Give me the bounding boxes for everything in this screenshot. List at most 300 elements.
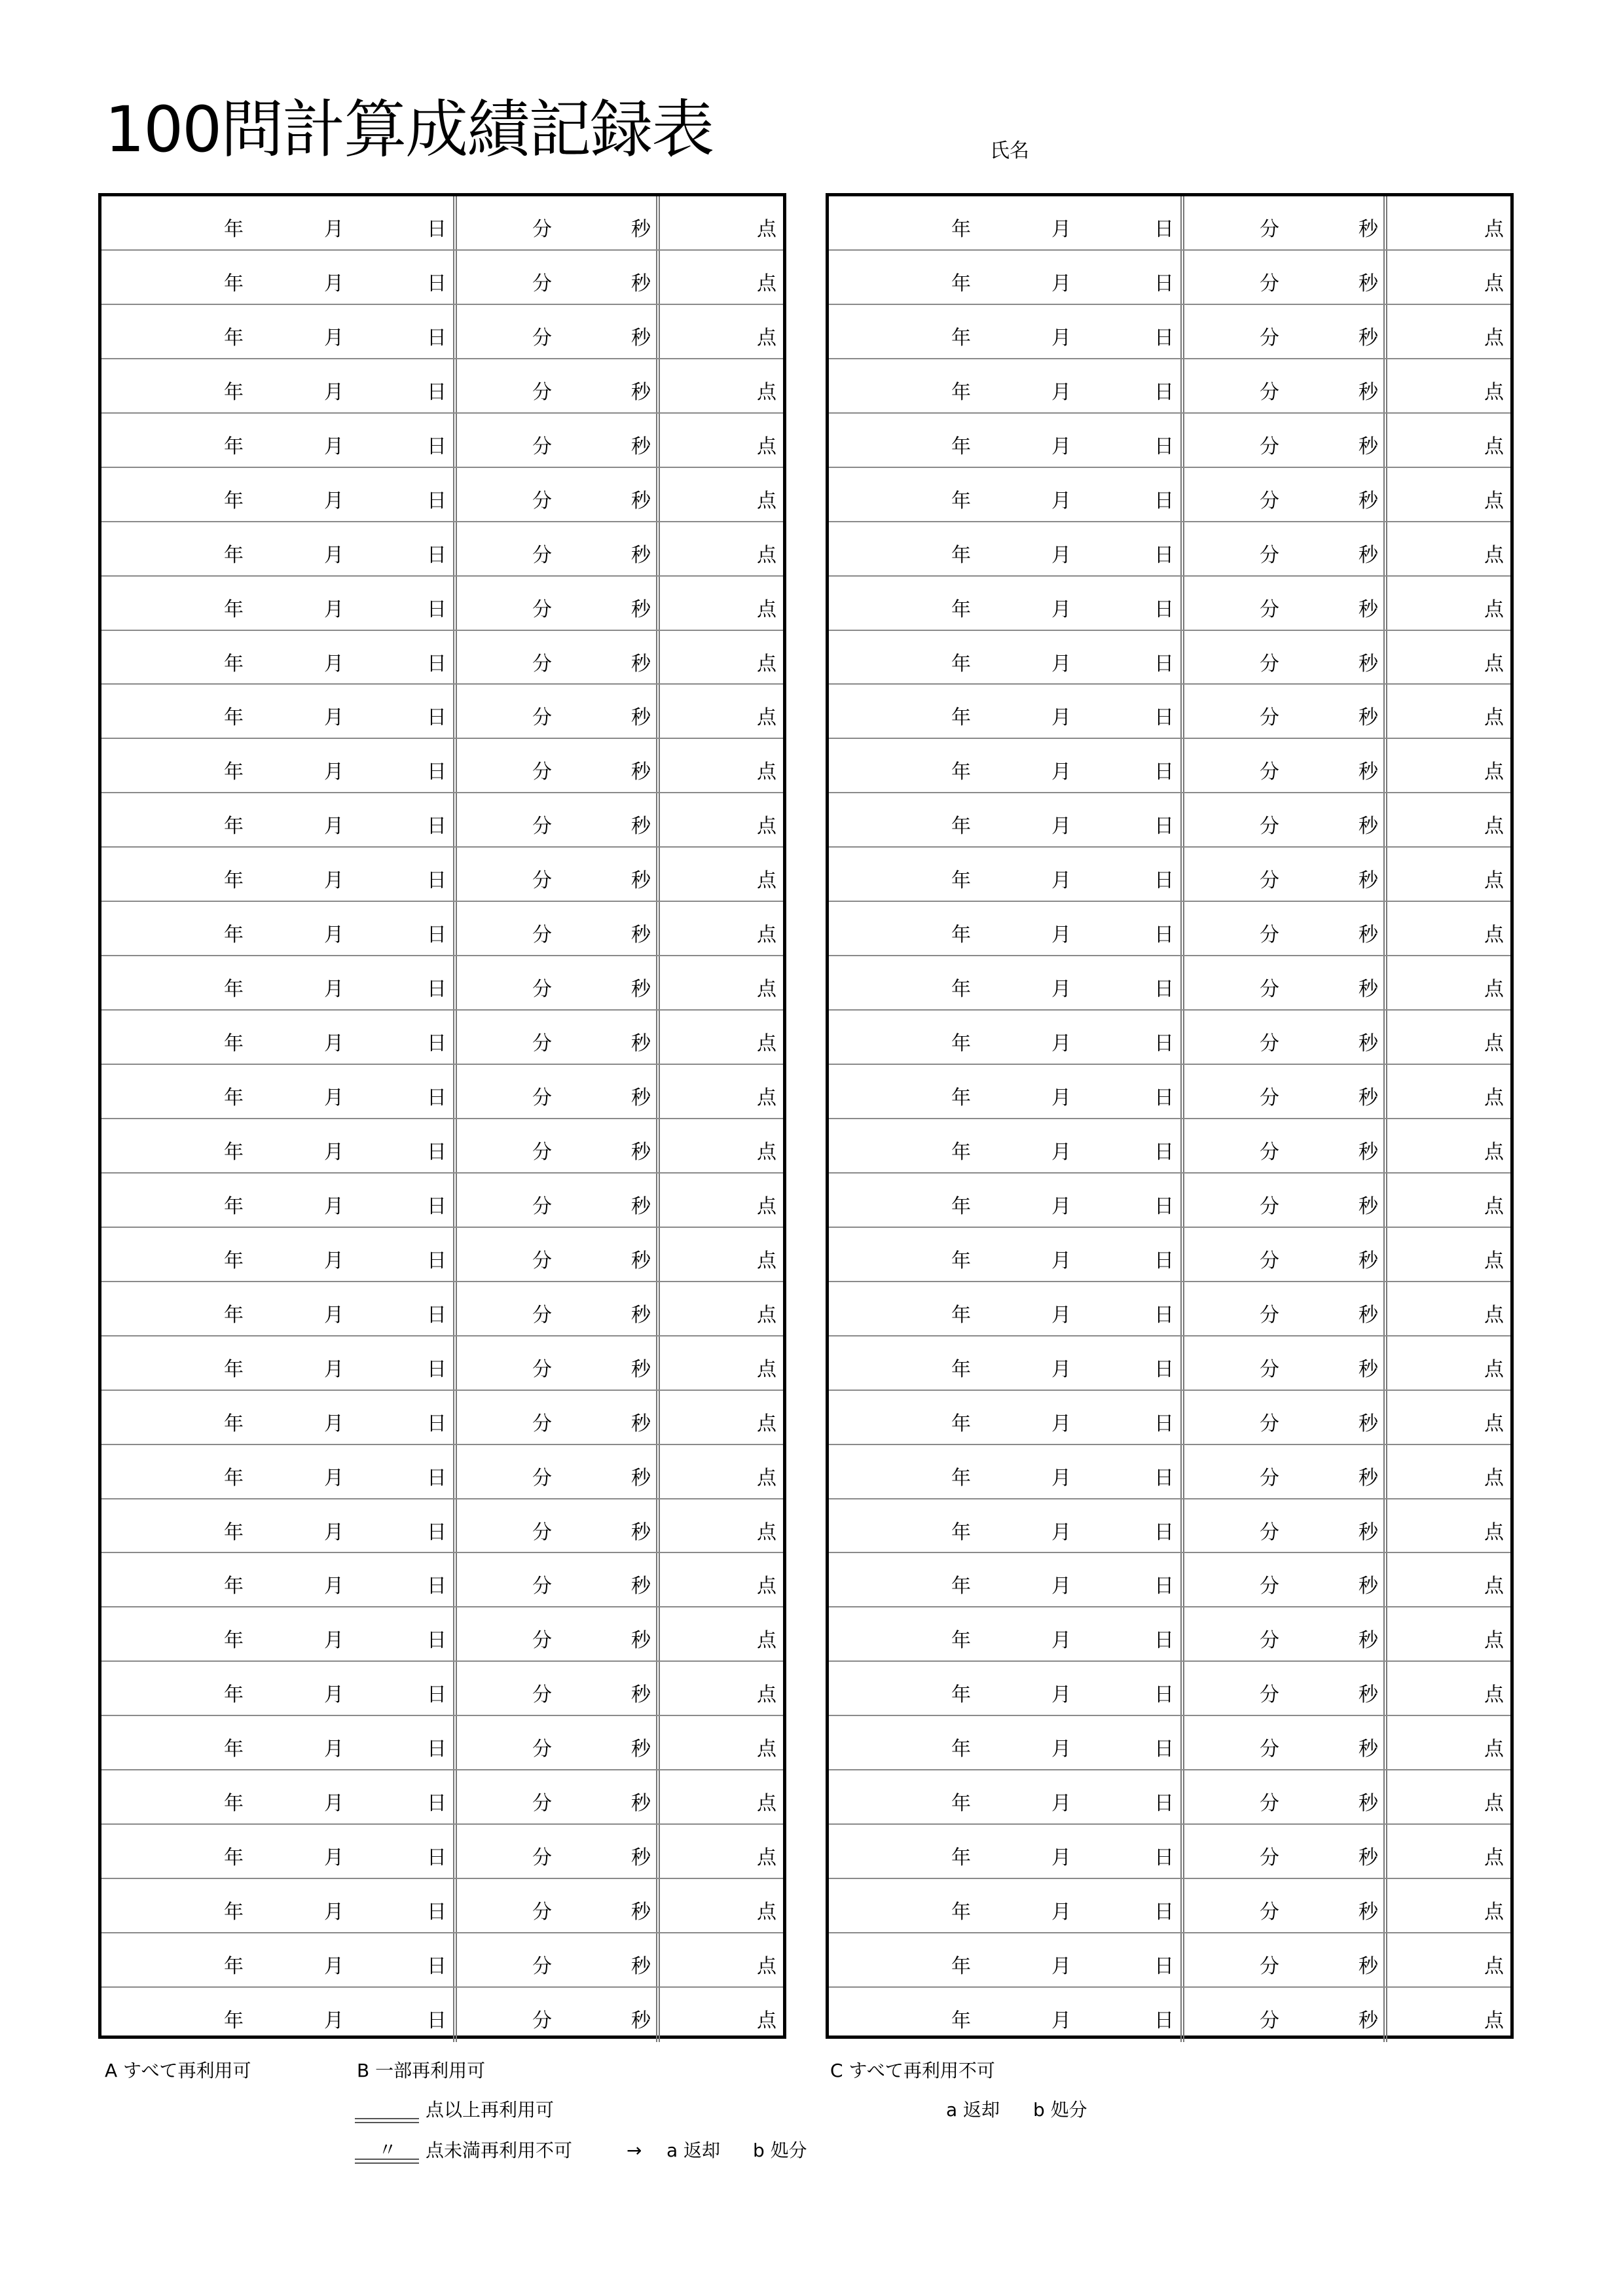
time-cell[interactable] <box>457 1770 660 1823</box>
score-cell[interactable] <box>660 1770 783 1823</box>
seconds-label: 秒 <box>631 1955 651 1978</box>
score-cell[interactable] <box>1387 902 1510 955</box>
date-cell[interactable] <box>101 848 457 901</box>
seconds-label: 秒 <box>631 706 651 730</box>
score-cell[interactable] <box>660 1499 783 1552</box>
score-cell[interactable] <box>660 1879 783 1932</box>
time-cell[interactable] <box>457 414 660 467</box>
time-cell[interactable] <box>1184 1553 1387 1606</box>
time-cell[interactable] <box>457 685 660 738</box>
date-cell[interactable] <box>829 1988 1184 2042</box>
time-cell[interactable] <box>457 902 660 955</box>
date-cell[interactable] <box>829 848 1184 901</box>
record-row <box>829 522 1510 577</box>
seconds-label: 秒 <box>1359 218 1378 241</box>
month-label: 月 <box>1051 1683 1071 1707</box>
time-cell[interactable] <box>1184 1988 1387 2042</box>
date-cell[interactable] <box>101 1607 457 1660</box>
time-cell[interactable] <box>1184 1607 1387 1660</box>
score-cell[interactable] <box>660 1228 783 1281</box>
seconds-label: 秒 <box>631 652 651 675</box>
points-label: 点 <box>1484 869 1504 893</box>
year-label: 年 <box>951 1738 971 1761</box>
month-label: 月 <box>324 598 344 621</box>
date-cell[interactable] <box>829 1228 1184 1281</box>
time-cell[interactable] <box>1184 1499 1387 1552</box>
legend-option-c: C すべて再利用不可 <box>830 2060 995 2081</box>
minutes-label: 分 <box>1260 1140 1279 1164</box>
date-cell[interactable] <box>101 1553 457 1606</box>
time-cell[interactable] <box>457 1988 660 2042</box>
minutes-label: 分 <box>1260 489 1279 512</box>
time-cell[interactable] <box>457 1011 660 1064</box>
score-cell[interactable] <box>1387 739 1510 792</box>
date-cell[interactable] <box>829 631 1184 684</box>
time-cell[interactable] <box>1184 577 1387 630</box>
score-cell[interactable] <box>660 1011 783 1064</box>
year-label: 年 <box>951 1466 971 1490</box>
score-cell[interactable] <box>1387 1174 1510 1227</box>
date-cell[interactable] <box>101 793 457 846</box>
date-cell[interactable] <box>101 1662 457 1715</box>
score-cell[interactable] <box>1387 1011 1510 1064</box>
score-cell[interactable] <box>660 414 783 467</box>
date-cell[interactable] <box>101 1770 457 1823</box>
minutes-label: 分 <box>532 761 552 784</box>
time-cell[interactable] <box>1184 1336 1387 1390</box>
score-cell[interactable] <box>660 1607 783 1660</box>
day-label: 日 <box>427 1357 447 1381</box>
score-cell[interactable] <box>1387 793 1510 846</box>
year-label: 年 <box>224 1032 244 1056</box>
minutes-label: 分 <box>532 1575 552 1598</box>
date-cell[interactable] <box>101 359 457 412</box>
score-cell[interactable] <box>660 1445 783 1498</box>
date-cell[interactable] <box>829 577 1184 630</box>
date-cell[interactable] <box>829 1445 1184 1498</box>
time-cell[interactable] <box>1184 1282 1387 1335</box>
time-cell[interactable] <box>457 793 660 846</box>
score-cell[interactable] <box>660 631 783 684</box>
score-cell[interactable] <box>1387 305 1510 358</box>
time-cell[interactable] <box>457 631 660 684</box>
time-cell[interactable] <box>457 1933 660 1986</box>
date-cell[interactable] <box>829 305 1184 358</box>
year-label: 年 <box>951 924 971 947</box>
year-label: 年 <box>224 1629 244 1653</box>
points-label: 点 <box>1484 1140 1504 1164</box>
time-cell[interactable] <box>1184 468 1387 521</box>
date-cell[interactable] <box>829 956 1184 1009</box>
record-row <box>101 1716 783 1770</box>
minutes-label: 分 <box>532 1846 552 1870</box>
date-cell[interactable] <box>829 685 1184 738</box>
record-row <box>101 902 783 956</box>
date-cell[interactable] <box>829 359 1184 412</box>
score-cell[interactable] <box>1387 1391 1510 1444</box>
score-cell[interactable] <box>1387 1988 1510 2042</box>
time-cell[interactable] <box>457 305 660 358</box>
seconds-label: 秒 <box>631 924 651 947</box>
time-cell[interactable] <box>1184 414 1387 467</box>
month-label: 月 <box>1051 761 1071 784</box>
date-cell[interactable] <box>101 1065 457 1118</box>
date-cell[interactable] <box>829 1011 1184 1064</box>
score-cell[interactable] <box>660 577 783 630</box>
time-cell[interactable] <box>457 1879 660 1932</box>
points-label: 点 <box>1484 326 1504 350</box>
seconds-label: 秒 <box>1359 869 1378 893</box>
time-cell[interactable] <box>457 956 660 1009</box>
time-cell[interactable] <box>1184 1933 1387 1986</box>
month-label: 月 <box>1051 380 1071 404</box>
time-cell[interactable] <box>457 522 660 575</box>
score-cell[interactable] <box>660 1933 783 1986</box>
score-cell[interactable] <box>1387 414 1510 467</box>
date-cell[interactable] <box>101 1879 457 1932</box>
date-cell[interactable] <box>101 1988 457 2042</box>
time-cell[interactable] <box>457 1716 660 1769</box>
date-cell[interactable] <box>829 1391 1184 1444</box>
month-label: 月 <box>1051 978 1071 1001</box>
month-label: 月 <box>1051 435 1071 458</box>
time-cell[interactable] <box>457 848 660 901</box>
record-row <box>829 631 1510 685</box>
score-cell[interactable] <box>660 359 783 412</box>
day-label: 日 <box>427 489 447 512</box>
time-cell[interactable] <box>1184 1770 1387 1823</box>
score-cell[interactable] <box>1387 577 1510 630</box>
score-cell[interactable] <box>1387 956 1510 1009</box>
score-cell[interactable] <box>1387 1770 1510 1823</box>
minutes-label: 分 <box>532 1249 552 1272</box>
date-cell[interactable] <box>829 1553 1184 1606</box>
score-cell[interactable] <box>660 1119 783 1172</box>
points-label: 点 <box>1484 1466 1504 1490</box>
score-cell[interactable] <box>1387 1553 1510 1606</box>
date-cell[interactable] <box>829 1119 1184 1172</box>
minutes-label: 分 <box>532 1955 552 1978</box>
time-cell[interactable] <box>1184 1119 1387 1172</box>
minutes-label: 分 <box>532 1140 552 1164</box>
score-cell[interactable] <box>660 1174 783 1227</box>
date-cell[interactable] <box>101 1174 457 1227</box>
date-cell[interactable] <box>829 414 1184 467</box>
seconds-label: 秒 <box>1359 1846 1378 1870</box>
month-label: 月 <box>1051 1249 1071 1272</box>
month-label: 月 <box>324 761 344 784</box>
score-cell[interactable] <box>660 1553 783 1606</box>
month-label: 月 <box>324 1357 344 1381</box>
day-label: 日 <box>427 1901 447 1924</box>
date-cell[interactable] <box>101 414 457 467</box>
time-cell[interactable] <box>1184 739 1387 792</box>
score-cell[interactable] <box>1387 1065 1510 1118</box>
date-cell[interactable] <box>101 1391 457 1444</box>
month-label: 月 <box>1051 1901 1071 1924</box>
date-cell[interactable] <box>101 522 457 575</box>
time-cell[interactable] <box>457 1499 660 1552</box>
date-cell[interactable] <box>101 902 457 955</box>
score-cell[interactable] <box>1387 1879 1510 1932</box>
date-cell[interactable] <box>829 1282 1184 1335</box>
day-label: 日 <box>1154 543 1174 567</box>
time-cell[interactable] <box>1184 1716 1387 1769</box>
date-cell[interactable] <box>101 1716 457 1769</box>
time-cell[interactable] <box>1184 956 1387 1009</box>
points-label: 点 <box>757 489 776 512</box>
score-cell[interactable] <box>660 1988 783 2042</box>
score-cell[interactable] <box>660 956 783 1009</box>
time-cell[interactable] <box>457 1825 660 1878</box>
record-row <box>101 1065 783 1119</box>
score-cell[interactable] <box>1387 468 1510 521</box>
year-label: 年 <box>951 1032 971 1056</box>
score-cell[interactable] <box>1387 1499 1510 1552</box>
seconds-label: 秒 <box>631 761 651 784</box>
month-label: 月 <box>1051 598 1071 621</box>
time-cell[interactable] <box>1184 1011 1387 1064</box>
score-cell[interactable] <box>1387 1716 1510 1769</box>
points-label: 点 <box>757 1738 776 1761</box>
date-cell[interactable] <box>101 1228 457 1281</box>
date-cell[interactable] <box>101 631 457 684</box>
date-cell[interactable] <box>829 1607 1184 1660</box>
time-cell[interactable] <box>1184 196 1387 249</box>
time-cell[interactable] <box>457 1065 660 1118</box>
day-label: 日 <box>1154 326 1174 350</box>
day-label: 日 <box>1154 1086 1174 1109</box>
time-cell[interactable] <box>1184 305 1387 358</box>
year-label: 年 <box>951 1140 971 1164</box>
seconds-label: 秒 <box>1359 1086 1378 1109</box>
score-cell[interactable] <box>660 1716 783 1769</box>
time-cell[interactable] <box>457 1174 660 1227</box>
record-row <box>829 1770 1510 1825</box>
date-cell[interactable] <box>101 739 457 792</box>
time-cell[interactable] <box>1184 1445 1387 1498</box>
score-cell[interactable] <box>1387 196 1510 249</box>
minutes-label: 分 <box>532 1086 552 1109</box>
time-cell[interactable] <box>457 739 660 792</box>
date-cell[interactable] <box>101 251 457 304</box>
time-cell[interactable] <box>457 1662 660 1715</box>
date-cell[interactable] <box>101 1445 457 1498</box>
record-row <box>101 359 783 414</box>
time-cell[interactable] <box>457 468 660 521</box>
seconds-label: 秒 <box>1359 1575 1378 1598</box>
time-cell[interactable] <box>457 577 660 630</box>
time-cell[interactable] <box>1184 902 1387 955</box>
date-cell[interactable] <box>101 577 457 630</box>
minutes-label: 分 <box>1260 598 1279 621</box>
time-cell[interactable] <box>457 1282 660 1335</box>
date-cell[interactable] <box>829 902 1184 955</box>
score-cell[interactable] <box>660 1662 783 1715</box>
time-cell[interactable] <box>1184 522 1387 575</box>
score-cell[interactable] <box>1387 1933 1510 1986</box>
score-cell[interactable] <box>660 902 783 955</box>
time-cell[interactable] <box>457 1391 660 1444</box>
time-cell[interactable] <box>457 1607 660 1660</box>
score-cell[interactable] <box>1387 522 1510 575</box>
time-cell[interactable] <box>1184 685 1387 738</box>
date-cell[interactable] <box>829 468 1184 521</box>
date-cell[interactable] <box>101 305 457 358</box>
score-cell[interactable] <box>660 1065 783 1118</box>
time-cell[interactable] <box>457 1119 660 1172</box>
score-cell[interactable] <box>1387 251 1510 304</box>
date-cell[interactable] <box>829 739 1184 792</box>
time-cell[interactable] <box>457 1445 660 1498</box>
score-cell[interactable] <box>660 251 783 304</box>
day-label: 日 <box>427 1032 447 1056</box>
day-label: 日 <box>427 1412 447 1435</box>
score-cell[interactable] <box>1387 1228 1510 1281</box>
time-cell[interactable] <box>1184 1174 1387 1227</box>
date-cell[interactable] <box>101 1499 457 1552</box>
minutes-label: 分 <box>1260 1901 1279 1924</box>
score-cell[interactable] <box>1387 631 1510 684</box>
day-label: 日 <box>1154 1357 1174 1381</box>
date-cell[interactable] <box>829 1933 1184 1986</box>
time-cell[interactable] <box>457 1228 660 1281</box>
date-cell[interactable] <box>829 1770 1184 1823</box>
time-cell[interactable] <box>457 1336 660 1390</box>
date-cell[interactable] <box>101 1119 457 1172</box>
time-cell[interactable] <box>457 251 660 304</box>
score-cell[interactable] <box>1387 1662 1510 1715</box>
date-cell[interactable] <box>829 1065 1184 1118</box>
score-cell[interactable] <box>1387 1445 1510 1498</box>
time-cell[interactable] <box>1184 848 1387 901</box>
record-row <box>101 793 783 848</box>
seconds-label: 秒 <box>631 218 651 241</box>
points-label: 点 <box>757 1955 776 1978</box>
score-cell[interactable] <box>660 793 783 846</box>
time-cell[interactable] <box>457 196 660 249</box>
seconds-label: 秒 <box>631 1629 651 1653</box>
score-cell[interactable] <box>1387 1825 1510 1878</box>
score-cell[interactable] <box>660 196 783 249</box>
date-cell[interactable] <box>101 468 457 521</box>
date-cell[interactable] <box>101 1825 457 1878</box>
points-label: 点 <box>1484 978 1504 1001</box>
seconds-label: 秒 <box>631 1846 651 1870</box>
date-cell[interactable] <box>101 1933 457 1986</box>
score-cell[interactable] <box>660 848 783 901</box>
date-cell[interactable] <box>829 1174 1184 1227</box>
date-cell[interactable] <box>829 522 1184 575</box>
score-cell[interactable] <box>1387 1119 1510 1172</box>
score-cell[interactable] <box>660 1282 783 1335</box>
day-label: 日 <box>1154 924 1174 947</box>
score-cell[interactable] <box>660 739 783 792</box>
year-label: 年 <box>951 1303 971 1327</box>
month-label: 月 <box>324 1303 344 1327</box>
time-cell[interactable] <box>1184 251 1387 304</box>
time-cell[interactable] <box>1184 359 1387 412</box>
points-label: 点 <box>757 598 776 621</box>
score-cell[interactable] <box>660 1391 783 1444</box>
date-cell[interactable] <box>829 1662 1184 1715</box>
seconds-label: 秒 <box>631 2009 651 2032</box>
date-cell[interactable] <box>829 1879 1184 1932</box>
score-cell[interactable] <box>1387 848 1510 901</box>
seconds-label: 秒 <box>631 1032 651 1056</box>
score-cell[interactable] <box>1387 1282 1510 1335</box>
year-label: 年 <box>224 815 244 838</box>
date-cell[interactable] <box>829 196 1184 249</box>
time-cell[interactable] <box>1184 1662 1387 1715</box>
seconds-label: 秒 <box>631 1194 651 1218</box>
seconds-label: 秒 <box>631 1249 651 1272</box>
score-cell[interactable] <box>660 685 783 738</box>
score-cell[interactable] <box>660 522 783 575</box>
date-cell[interactable] <box>829 793 1184 846</box>
time-cell[interactable] <box>1184 1065 1387 1118</box>
record-row <box>829 739 1510 793</box>
date-cell[interactable] <box>829 1499 1184 1552</box>
date-cell[interactable] <box>101 196 457 249</box>
seconds-label: 秒 <box>631 543 651 567</box>
time-cell[interactable] <box>457 1553 660 1606</box>
date-cell[interactable] <box>829 1825 1184 1878</box>
score-cell[interactable] <box>1387 1336 1510 1390</box>
score-cell[interactable] <box>660 1825 783 1878</box>
minutes-label: 分 <box>1260 1357 1279 1381</box>
date-cell[interactable] <box>101 1011 457 1064</box>
time-cell[interactable] <box>457 359 660 412</box>
time-cell[interactable] <box>1184 793 1387 846</box>
time-cell[interactable] <box>1184 1879 1387 1932</box>
score-cell[interactable] <box>1387 1607 1510 1660</box>
seconds-label: 秒 <box>631 380 651 404</box>
time-cell[interactable] <box>1184 631 1387 684</box>
month-label: 月 <box>324 1738 344 1761</box>
score-cell[interactable] <box>660 468 783 521</box>
date-cell[interactable] <box>101 956 457 1009</box>
date-cell[interactable] <box>829 251 1184 304</box>
time-cell[interactable] <box>1184 1825 1387 1878</box>
date-cell[interactable] <box>101 1282 457 1335</box>
record-row <box>829 1011 1510 1065</box>
date-cell[interactable] <box>829 1336 1184 1390</box>
ditto-mark: 〃 <box>378 2139 397 2161</box>
date-cell[interactable] <box>101 1336 457 1390</box>
points-label: 点 <box>757 2009 776 2032</box>
date-cell[interactable] <box>101 685 457 738</box>
time-cell[interactable] <box>1184 1391 1387 1444</box>
score-cell[interactable] <box>1387 685 1510 738</box>
points-label: 点 <box>1484 489 1504 512</box>
minutes-label: 分 <box>1260 218 1279 241</box>
seconds-label: 秒 <box>1359 1629 1378 1653</box>
month-label: 月 <box>324 1194 344 1218</box>
minutes-label: 分 <box>1260 1303 1279 1327</box>
minutes-label: 分 <box>1260 326 1279 350</box>
score-cell[interactable] <box>1387 359 1510 412</box>
score-cell[interactable] <box>660 1336 783 1390</box>
points-label: 点 <box>1484 2009 1504 2032</box>
minutes-label: 分 <box>1260 761 1279 784</box>
record-row <box>829 1065 1510 1119</box>
record-row <box>101 1336 783 1391</box>
date-cell[interactable] <box>829 1716 1184 1769</box>
time-cell[interactable] <box>1184 1228 1387 1281</box>
score-cell[interactable] <box>660 305 783 358</box>
year-label: 年 <box>224 272 244 295</box>
